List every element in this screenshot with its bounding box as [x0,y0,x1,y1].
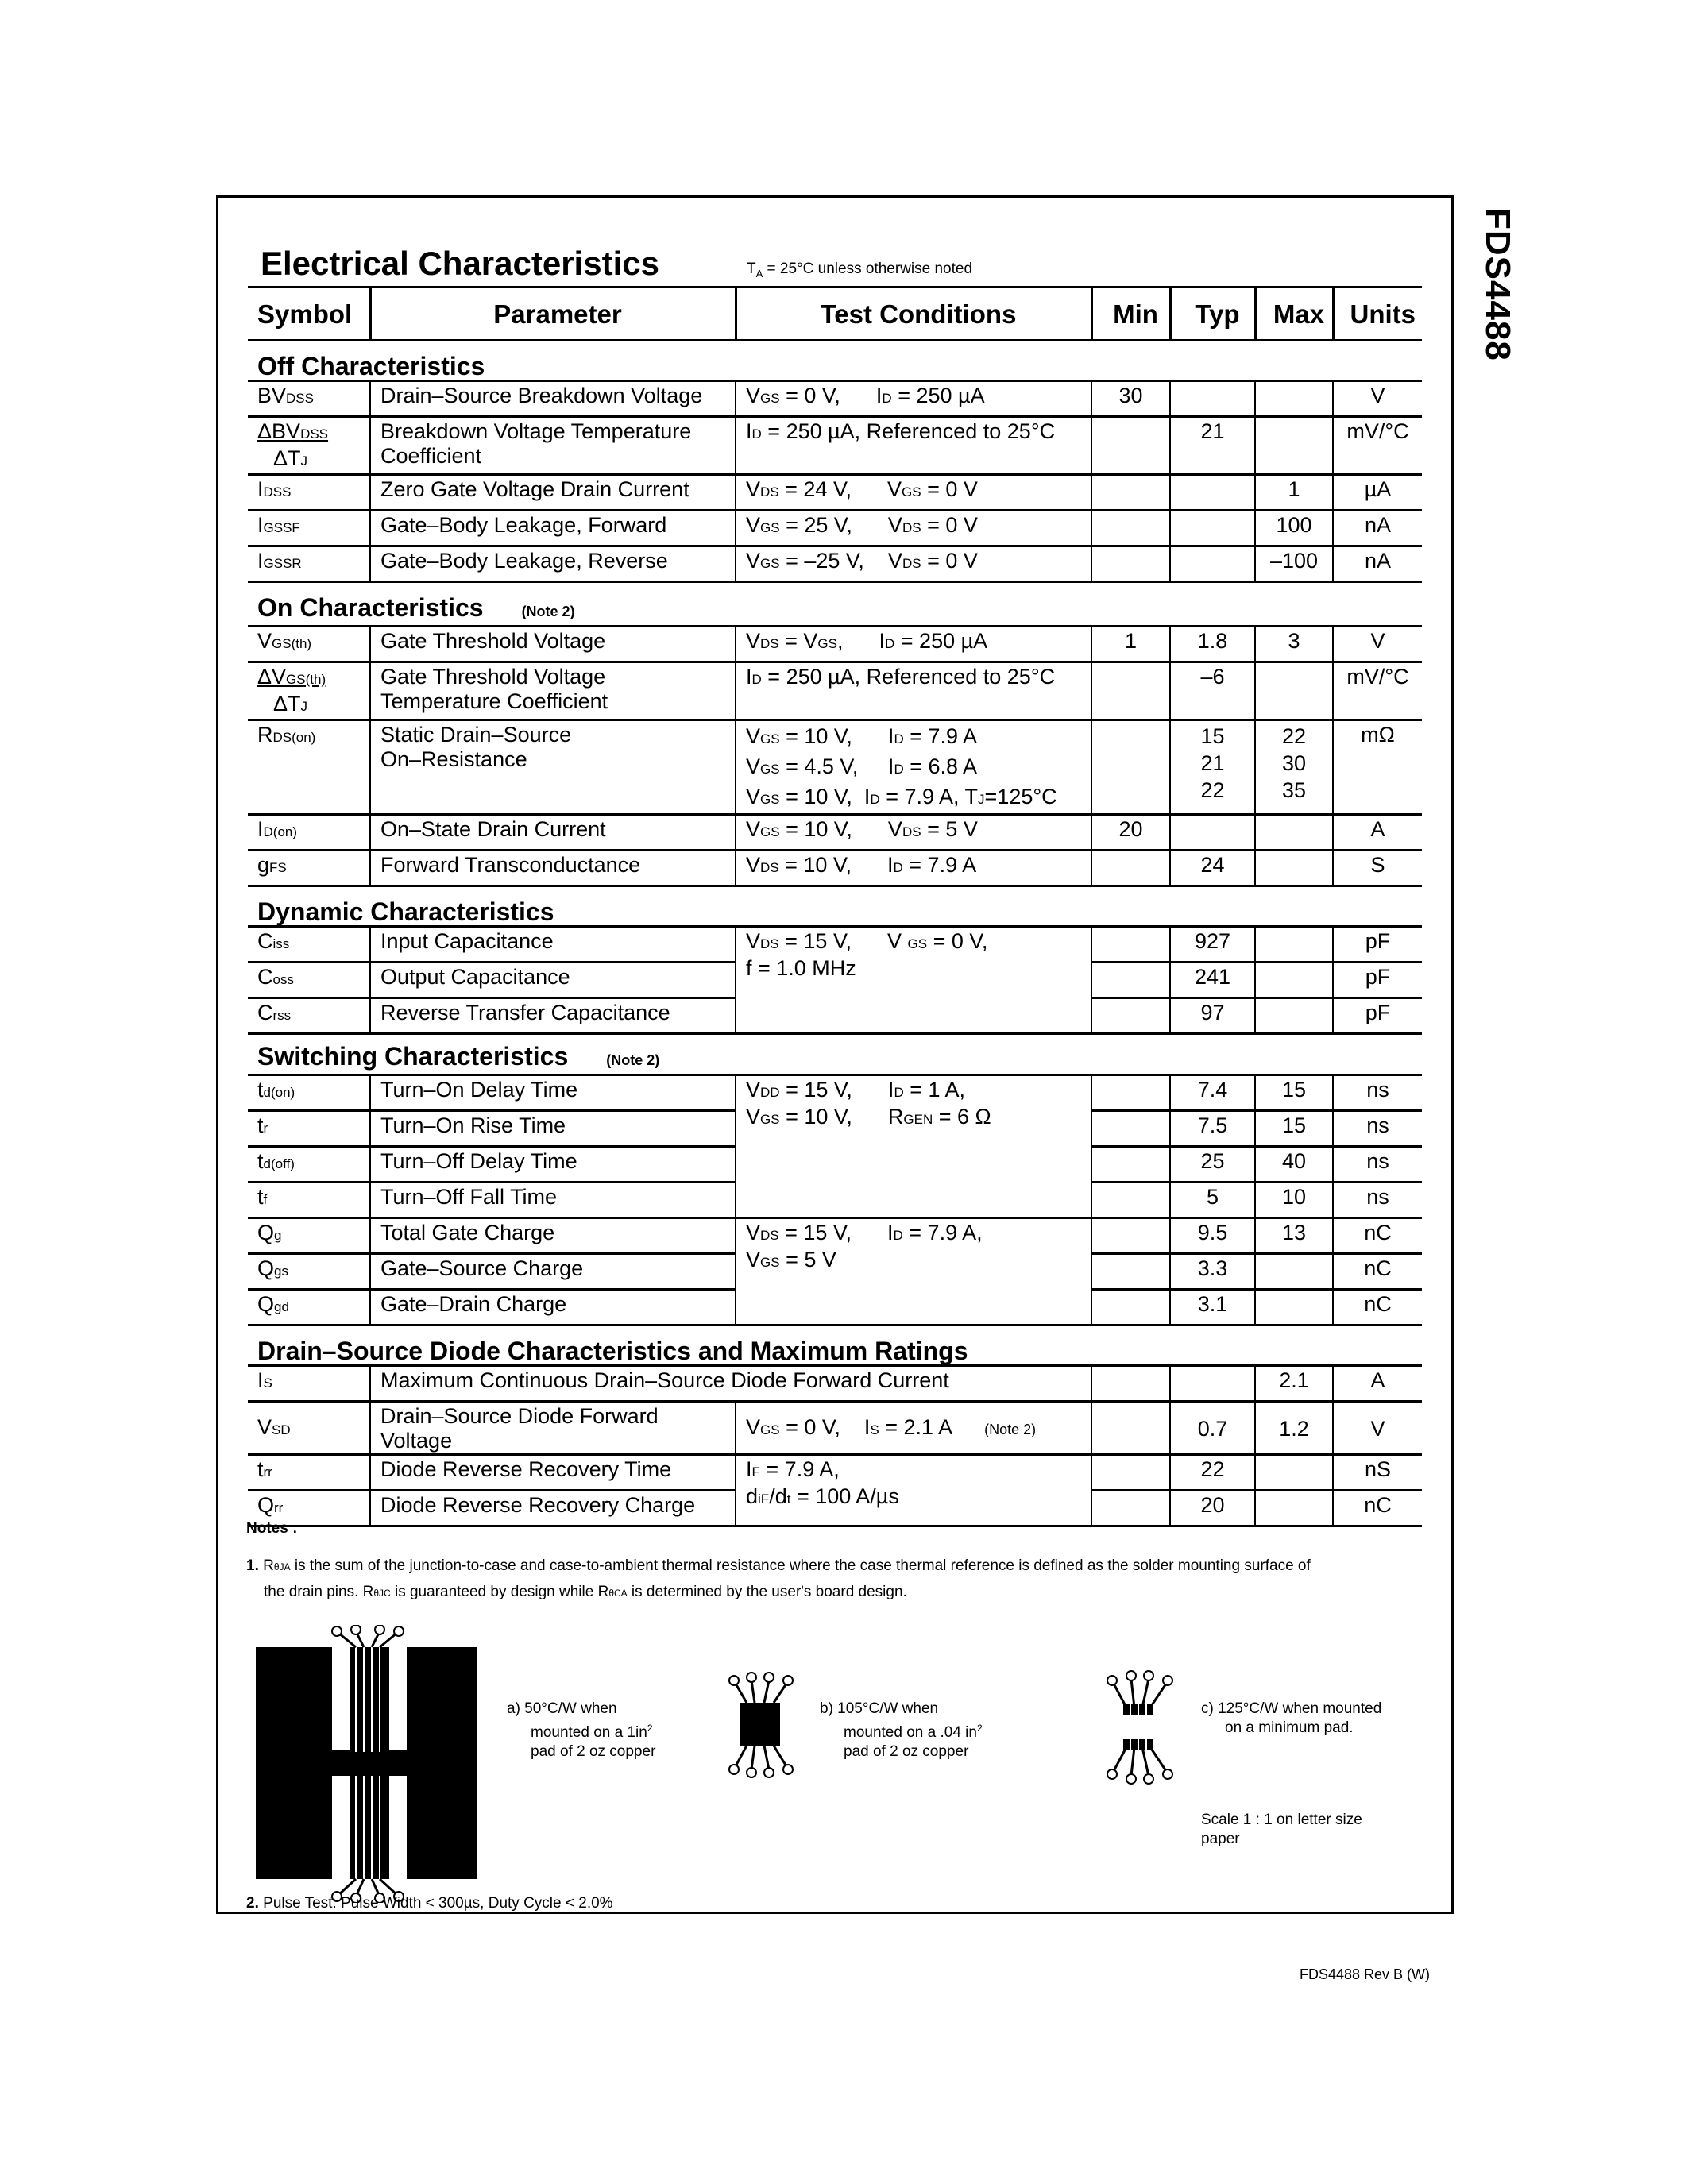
note-1: 1. RθJA is the sum of the junction-to-case and case-to-ambient thermal resistance where the case thermal reference is defined as the solder mounting surface of the drain pins. RθJC is guaranteed by design while RθCA is determined by the user's board design. [246,1557,1311,1600]
notes-title: Notes : [246,1520,298,1537]
table-row: ΔVGS(th) ΔTJ Gate Threshold Voltage Temperature Coefficient ID = 250 µA, Referenced to 25°C –6 mV/°C [248,662,1422,720]
table-row: IDSS Zero Gate Voltage Drain Current VDS = 24 V, VGS = 0 V 1 µA [248,475,1422,511]
header-typ: Typ [1170,287,1255,341]
header-symbol: Symbol [248,287,370,341]
figure-c-label: c) 125°C/W when mounted on a minimum pad. [1201,1700,1382,1736]
electrical-characteristics-table [248,286,1422,1527]
figure-a-label: a) 50°C/W when mounted on a $1in^2$ pad of 2 oz copper [507,1700,656,1761]
table-row: Qg Total Gate Charge VDS = 15 V, ID = 7.9 A, VGS = 5 V 9.5 13 nC [248,1218,1422,1254]
table-row: tr Turn–On Rise Time 7.5 15 ns [248,1111,1422,1147]
rds-on-conditions: VGS = 10 V, ID = 7.9 A VGS = 4.5 V, ID = 6.8 A VGS = 10 V, ID = 7.9 A, TJ=125°C [736,720,1091,815]
note-2: 2. Pulse Test: Pulse Width < 300µs, Duty Cycle < 2.0% [246,1895,613,1912]
table-row: IS Maximum Continuous Drain–Source Diode Forward Current 2.1 A [248,1366,1422,1402]
conditions-note: $T_A = 25^\circ C$ unless otherwise noted [747,260,973,280]
table-row: VSD Drain–Source Diode Forward Voltage VGS = 0 V, IS = 2.1 A (Note 2) 0.7 1.2 V [248,1402,1422,1455]
table-row: Qgd Gate–Drain Charge 3.1 nC [248,1290,1422,1325]
section-dynamic-title: Dynamic Characteristics [248,886,1422,927]
table-row: ΔBVDSS ΔTJ Breakdown Voltage Temperature Coefficient ID = 250 µA, Referenced to 25°C 21 mV/°C [248,417,1422,475]
table-row: Qgs Gate–Source Charge 3.3 nC [248,1254,1422,1290]
table-row: ID(on) On–State Drain Current VGS = 10 V, VDS = 5 V 20 A [248,815,1422,851]
table-row: Crss Reverse Transfer Capacitance 97 pF [248,998,1422,1034]
header-min: Min [1091,287,1170,341]
page-heading: Electrical Characteristics [261,245,659,282]
table-row: trr Diode Reverse Recovery Time IF = 7.9 A, diF/dt = 100 A/µs 22 nS [248,1455,1422,1491]
header-max: Max [1255,287,1333,341]
table-row: td(off) Turn–Off Delay Time 25 40 ns [248,1147,1422,1183]
header-units: Units [1333,287,1422,341]
table-row: BVDSS Drain–Source Breakdown Voltage VGS = 0 V, ID = 250 µA 30 V [248,381,1422,417]
part-number-title: FDS4488 [1478,208,1517,361]
header-parameter: Parameter [370,287,736,341]
table-row: Qrr Diode Reverse Recovery Charge 20 nC [248,1491,1422,1526]
section-switching-title: Switching Characteristics (Note 2) [248,1034,1422,1075]
pad-layout-minimum-figure [1096,1669,1184,1788]
table-row: IGSSR Gate–Body Leakage, Reverse VGS = –25 V, VDS = 0 V –100 nA [248,546,1422,582]
table-header [248,287,1422,341]
table-row: IGSSF Gate–Body Leakage, Forward VGS = 25 V, VDS = 0 V 100 nA [248,511,1422,546]
table-row: VGS(th) Gate Threshold Voltage VDS = VGS, ID = 250 µA 1 1.8 3 V [248,627,1422,662]
table-row: Coss Output Capacitance 241 pF [248,963,1422,998]
pad-layout-004in2-figure [718,1669,805,1781]
table-row: RDS(on) Static Drain–Source On–Resistance VGS = 10 V, ID = 7.9 A VGS = 4.5 V, ID = 6.8 A VGS = 10 V, ID = 7.9 A, TJ=125°C 15 21 22 22 30 35 mΩ [248,720,1422,815]
table-row: Ciss Input Capacitance VDS = 15 V, V GS = 0 V, f = 1.0 MHz 927 pF [248,927,1422,963]
section-off-title: Off Characteristics [248,341,1422,381]
scale-note: Scale 1 : 1 on letter size paper [1201,1812,1362,1847]
section-diode-title: Drain–Source Diode Characteristics and Maximum Ratings [248,1325,1422,1366]
section-on-title: On Characteristics (Note 2) [248,582,1422,627]
header-test-conditions: Test Conditions [736,287,1091,341]
revision-footer: FDS4488 Rev B (W) [1300,1966,1431,1982]
table-row: gFS Forward Transconductance VDS = 10 V, ID = 7.9 A 24 S [248,851,1422,886]
table-row: td(on) Turn–On Delay Time VDD = 15 V, ID = 1 A, VGS = 10 V, RGEN = 6 Ω 7.4 15 ns [248,1075,1422,1111]
pad-layout-1in2-figure [253,1625,483,1903]
table-row: tf Turn–Off Fall Time 5 10 ns [248,1183,1422,1218]
figure-b-label: b) 105°C/W when mounted on a .04 $in^2$ pad of 2 oz copper [820,1700,983,1761]
